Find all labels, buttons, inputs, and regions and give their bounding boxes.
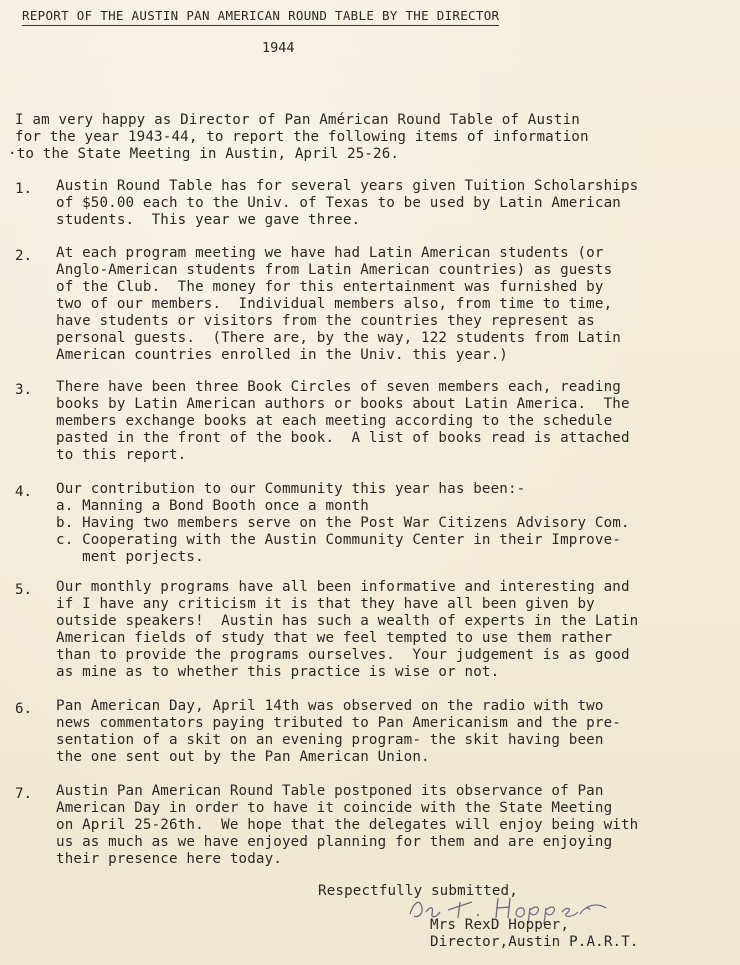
item-line: of $50.00 each to the Univ. of Texas to be used by Latin American	[56, 195, 621, 211]
item-number: 7.	[15, 786, 33, 802]
item-line: have students or visitors from the countries they represent as	[56, 313, 595, 329]
item-line: Our monthly programs have all been informative and interesting and	[56, 579, 630, 595]
item-line: sentation of a skit on an evening program- the skit having been	[56, 732, 604, 748]
item-line: American fields of study that we feel tempted to use them rather	[56, 630, 613, 646]
item-line: Austin Round Table has for several years given Tuition Scholarships	[56, 178, 639, 194]
item-line: to this report.	[56, 447, 187, 463]
item-line: a. Manning a Bond Booth once a month	[56, 498, 369, 514]
valediction: Respectfully submitted,	[318, 883, 518, 899]
report-title: REPORT OF THE AUSTIN PAN AMERICAN ROUND TABLE BY THE DIRECTOR	[22, 8, 499, 26]
item-line: There have been three Book Circles of seven members each, reading	[56, 379, 621, 395]
item-line: c. Cooperating with the Austin Community Center in their Improve-	[56, 532, 621, 548]
item-line: outside speakers! Austin has such a wealth of experts in the Latin	[56, 613, 639, 629]
item-line: members exchange books at each meeting according to the schedule	[56, 413, 613, 429]
intro-line: ·to the State Meeting in Austin, April 25-26.	[8, 146, 400, 162]
item-line: ment porjects.	[56, 549, 204, 565]
item-line: their presence here today.	[56, 851, 282, 867]
item-line: Austin Pan American Round Table postponed its observance of Pan	[56, 783, 604, 799]
item-number: 2.	[15, 248, 33, 264]
item-line: Our contribution to our Community this year has been:-	[56, 481, 526, 497]
item-line: two of our members. Individual members also, from time to time,	[56, 296, 613, 312]
item-line: as mine as to whether this practice is wise or not.	[56, 664, 500, 680]
report-year: 1944	[262, 40, 295, 56]
item-line: news commentators paying tributed to Pan Americanism and the pre-	[56, 715, 621, 731]
item-line: of the Club. The money for this entertainment was furnished by	[56, 279, 604, 295]
item-line: Anglo-American students from Latin American countries) as guests	[56, 262, 613, 278]
item-line: b. Having two members serve on the Post War Citizens Advisory Com.	[56, 515, 630, 531]
item-line: pasted in the front of the book. A list of books read is attached	[56, 430, 630, 446]
item-line: than to provide the programs ourselves. Your judgement is as good	[56, 647, 630, 663]
item-line: the one sent out by the Pan American Union.	[56, 749, 430, 765]
item-number: 6.	[15, 701, 33, 717]
item-line: books by Latin American authors or books about Latin America. The	[56, 396, 630, 412]
item-number: 4.	[15, 484, 33, 500]
signer-role: Director,Austin P.A.R.T.	[430, 934, 639, 950]
item-line: personal guests. (There are, by the way, 122 students from Latin	[56, 330, 621, 346]
item-number: 5.	[15, 582, 33, 598]
item-line: At each program meeting we have had Latin American students (or	[56, 245, 604, 261]
intro-line: I am very happy as Director of Pan Américan Round Table of Austin	[15, 112, 580, 128]
item-line: us as much as we have enjoyed planning for them and are enjoying	[56, 834, 613, 850]
item-line: students. This year we gave three.	[56, 212, 361, 228]
item-line: on April 25-26th. We hope that the delegates will enjoy being with	[56, 817, 639, 833]
item-line: if I have any criticism it is that they have all been given by	[56, 596, 595, 612]
item-number: 1.	[15, 181, 33, 197]
item-line: American Day in order to have it coincide with the State Meeting	[56, 800, 613, 816]
item-line: American countries enrolled in the Univ. this year.)	[56, 347, 508, 363]
item-line: Pan American Day, April 14th was observed on the radio with two	[56, 698, 604, 714]
intro-line: for the year 1943-44, to report the following items of information	[15, 129, 589, 145]
signer-name: Mrs RexD Hopper,	[430, 917, 570, 933]
item-number: 3.	[15, 382, 33, 398]
